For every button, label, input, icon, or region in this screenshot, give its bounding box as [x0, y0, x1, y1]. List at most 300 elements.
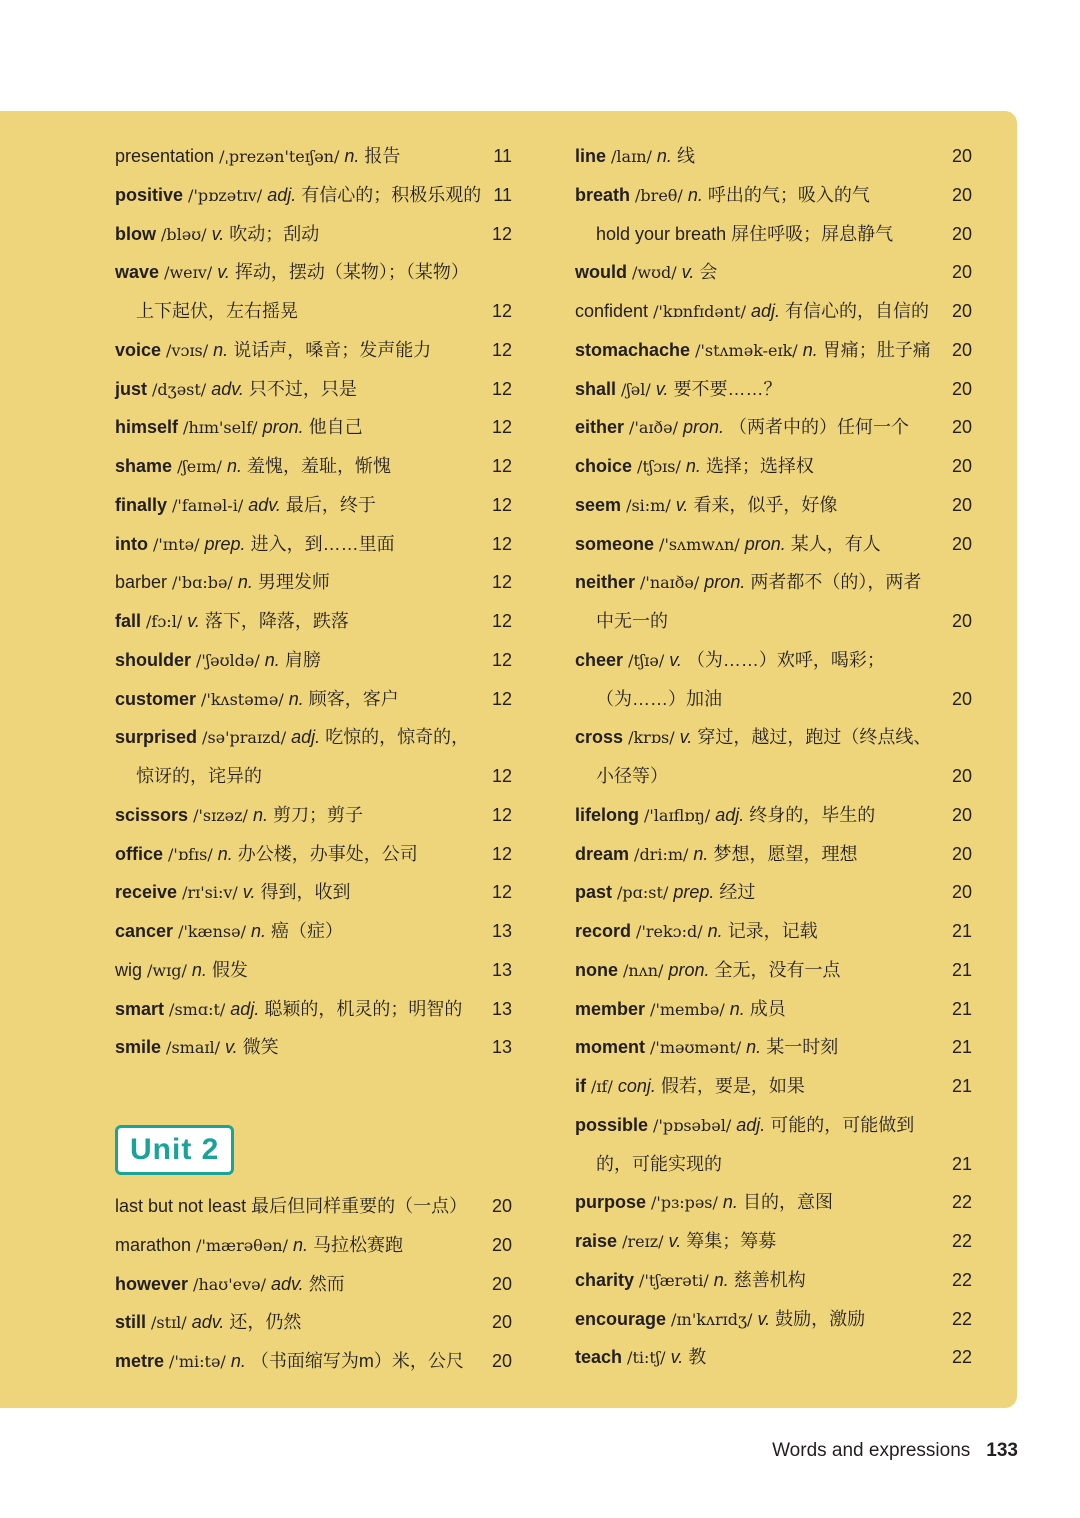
entry-text — [575, 1300, 865, 1340]
phonetic: /pɑ:st/ — [617, 883, 669, 903]
part-of-speech: pron. — [668, 959, 710, 980]
meaning: 屏住呼吸；屏息静气 — [731, 223, 894, 244]
phonetic: /'sʌmwʌn/ — [659, 534, 740, 554]
phonetic: /stɪl/ — [151, 1313, 187, 1333]
phonetic: /nʌn/ — [623, 960, 664, 980]
meaning: 经过 — [719, 882, 756, 903]
vocab-entry — [115, 137, 515, 176]
meaning: 成员 — [749, 998, 786, 1019]
page-ref: 20 — [951, 456, 972, 476]
part-of-speech: v. — [187, 611, 200, 631]
vocab-entry — [115, 602, 515, 641]
part-of-speech: n. — [707, 921, 723, 941]
entry-text — [115, 718, 469, 758]
phonetic: /laɪn/ — [611, 147, 652, 166]
meaning: 选择；选择权 — [705, 456, 814, 476]
meaning: 进入，到……里面 — [250, 533, 395, 554]
meaning: 终身的，毕生的 — [749, 804, 876, 825]
phonetic: /'mærəθən/ — [196, 1235, 288, 1255]
vocab-entry — [115, 1342, 515, 1381]
page-ref: 21 — [951, 998, 972, 1019]
headword: raise — [575, 1231, 618, 1251]
headword: encourage — [575, 1308, 667, 1329]
page-ref: 20 — [951, 146, 972, 166]
page-ref: 22 — [951, 1269, 972, 1290]
vocab-entry — [115, 951, 515, 990]
headword: finally — [115, 494, 168, 515]
vocab-entry — [115, 563, 515, 602]
page-ref: 20 — [491, 1312, 512, 1333]
vocab-entry — [575, 486, 975, 525]
page-ref: 20 — [491, 1351, 512, 1371]
unit2-word-list — [115, 1187, 515, 1381]
part-of-speech: n. — [746, 1037, 762, 1058]
phonetic: /smɑ:t/ — [169, 999, 226, 1019]
phonetic: /'kʌstəmə/ — [201, 689, 284, 709]
page-number: 133 — [986, 1440, 1018, 1461]
phonetic: /'ɪntə/ — [153, 534, 200, 554]
headword: presentation — [115, 146, 215, 166]
meaning: 然而 — [308, 1273, 345, 1294]
entry-text — [575, 951, 841, 991]
meaning: 两者都不（的），两者 — [750, 572, 922, 593]
meaning: 男理发师 — [257, 572, 330, 593]
headword: barber — [115, 572, 168, 593]
vocab-entry — [575, 253, 975, 292]
headword: into — [115, 533, 148, 554]
vocab-entry — [575, 370, 975, 409]
page-ref: 22 — [951, 1347, 972, 1368]
phonetic: /rɪ'si:v/ — [182, 883, 238, 903]
vocab-entry — [575, 1300, 975, 1339]
page-ref: 13 — [491, 1037, 512, 1058]
phonetic: /'sɪzəz/ — [193, 805, 248, 825]
page-ref: 12 — [491, 494, 512, 515]
meaning: 某一时刻 — [766, 1037, 839, 1058]
entry-text — [575, 331, 931, 371]
headword: choice — [575, 456, 633, 476]
headword: positive — [115, 184, 184, 205]
page-ref: 12 — [491, 843, 512, 864]
entry-text — [575, 408, 909, 448]
phonetic: /'naɪðə/ — [640, 573, 700, 593]
headword: however — [115, 1273, 189, 1294]
headword: either — [575, 417, 625, 438]
meaning: 癌（症） — [271, 921, 344, 941]
meaning: 看来，似乎，好像 — [693, 494, 838, 515]
meaning: 线 — [676, 146, 695, 166]
vocab-entry — [115, 1226, 515, 1265]
vocab-entry — [575, 1067, 975, 1106]
part-of-speech: prep. — [204, 533, 246, 554]
page-ref: 20 — [951, 611, 972, 631]
headword: cheer — [575, 649, 624, 670]
part-of-speech: pron. — [262, 417, 304, 438]
vocab-entry — [575, 1106, 975, 1145]
meaning: 吃惊的，惊奇的， — [325, 727, 470, 748]
page-ref: 20 — [951, 417, 972, 438]
vocab-entry — [575, 873, 975, 912]
entry-text — [575, 835, 857, 875]
entry-text — [575, 447, 814, 487]
entry-text — [115, 873, 350, 913]
page-ref: 12 — [491, 688, 512, 709]
meaning: 会 — [699, 262, 718, 283]
part-of-speech: pron. — [744, 533, 786, 554]
meaning: 要不要……？ — [673, 378, 782, 399]
part-of-speech: v. — [655, 378, 669, 399]
vocab-entry — [115, 447, 515, 486]
meaning: 挥动，摆动（某物）；（某物） — [234, 262, 469, 283]
entry-text — [115, 525, 395, 565]
entry-text — [115, 835, 418, 875]
meaning: 筹集；筹募 — [686, 1231, 777, 1251]
phonetic: /'pɜ:pəs/ — [651, 1193, 718, 1213]
vocab-entry — [115, 990, 515, 1029]
headword: smile — [115, 1037, 162, 1058]
vocab-entry — [115, 912, 515, 951]
part-of-speech: n. — [729, 998, 745, 1019]
page-ref: 20 — [491, 1196, 512, 1216]
part-of-speech: v. — [242, 882, 256, 903]
page-ref: 21 — [951, 1153, 972, 1174]
part-of-speech: adj. — [715, 804, 745, 825]
part-of-speech: n. — [293, 1234, 309, 1255]
phonetic: /dri:m/ — [634, 844, 689, 864]
part-of-speech: adv. — [270, 1273, 304, 1294]
part-of-speech: n. — [802, 339, 818, 360]
part-of-speech: adj. — [291, 727, 321, 748]
vocab-entry — [575, 1028, 975, 1067]
entry-text — [575, 1183, 833, 1223]
entry-text — [575, 1106, 914, 1146]
entry-text — [575, 1261, 806, 1301]
vocab-entry — [575, 292, 975, 331]
page-ref: 20 — [951, 223, 972, 244]
meaning: 还，仍然 — [229, 1312, 302, 1333]
page-ref: 20 — [951, 533, 972, 554]
part-of-speech: prep. — [673, 882, 715, 903]
page-ref: 20 — [951, 766, 972, 786]
meaning: 报告 — [364, 146, 401, 166]
entry-text — [575, 1222, 776, 1262]
meaning: 他自己 — [308, 417, 363, 438]
meaning: 全无，没有一点 — [714, 959, 841, 980]
phonetic: /'faɪnəl-i/ — [172, 495, 244, 515]
entry-text — [575, 1067, 805, 1107]
entry-text — [596, 602, 668, 641]
meaning: 有信心的；积极乐观的 — [301, 184, 482, 205]
meaning: 肩膀 — [284, 649, 321, 670]
headword: line — [575, 146, 607, 166]
phonetic: /'pɒsəbəl/ — [653, 1115, 732, 1135]
phonetic: /'stʌmək-eɪk/ — [695, 340, 798, 360]
part-of-speech: pron. — [683, 417, 725, 438]
entry-text — [596, 215, 893, 254]
page-ref: 12 — [491, 417, 512, 438]
meaning: 中无一的 — [596, 611, 668, 631]
page-ref: 13 — [491, 959, 512, 980]
entry-text — [115, 486, 376, 526]
vocab-entry — [575, 408, 975, 447]
page-ref: 12 — [491, 456, 512, 476]
headword: voice — [115, 339, 162, 360]
page-ref: 20 — [951, 301, 972, 321]
section-label: Words and expressions — [772, 1440, 971, 1461]
meaning: 羞愧，羞耻，惭愧 — [247, 456, 391, 476]
headword: stomachache — [575, 339, 691, 360]
entry-text — [136, 757, 262, 796]
meaning: 剪刀；剪子 — [272, 804, 363, 825]
headword: lifelong — [575, 804, 639, 825]
vocab-entry — [115, 718, 515, 757]
headword: just — [115, 378, 148, 399]
part-of-speech: n. — [713, 1269, 729, 1290]
phonetic: /bləʊ/ — [161, 224, 207, 244]
headword: last but not least — [115, 1196, 247, 1216]
headword: still — [115, 1312, 147, 1333]
entry-text — [596, 680, 722, 719]
vocab-entry — [115, 757, 515, 796]
headword: if — [575, 1076, 586, 1096]
meaning: 穿过，越过，跑过（终点线、 — [697, 727, 932, 748]
part-of-speech: v. — [217, 262, 230, 283]
headword: purpose — [575, 1192, 647, 1213]
headword: office — [115, 843, 164, 864]
page-ref: 20 — [951, 262, 972, 283]
headword: seem — [575, 494, 622, 515]
headword: metre — [115, 1351, 165, 1371]
phonetic: /weɪv/ — [164, 263, 213, 283]
meaning: 办公楼，办事处，公司 — [237, 843, 418, 864]
part-of-speech: n. — [687, 184, 703, 205]
phonetic: /wɪg/ — [147, 960, 187, 980]
vocab-entry — [575, 563, 975, 602]
page-ref: 12 — [491, 804, 512, 825]
page-ref: 20 — [951, 804, 972, 825]
entry-text — [115, 331, 431, 371]
page-ref: 21 — [951, 1037, 972, 1058]
headword: shame — [115, 456, 173, 476]
meaning: （为……）欢呼，喝彩； — [686, 649, 885, 670]
part-of-speech: n. — [217, 843, 233, 864]
page-ref: 12 — [491, 882, 512, 903]
page-ref: 11 — [493, 146, 512, 166]
meaning: 目的，意图 — [742, 1192, 833, 1213]
entry-text — [115, 1226, 403, 1266]
page-ref: 20 — [951, 339, 972, 360]
page-ref: 20 — [951, 843, 972, 864]
vocab-entry — [115, 176, 515, 215]
headword: past — [575, 882, 613, 903]
phonetic: /ʃəl/ — [621, 379, 651, 399]
vocab-entry — [115, 1265, 515, 1304]
vocab-entry — [575, 1222, 975, 1261]
part-of-speech: n. — [230, 1351, 246, 1371]
page-ref: 12 — [491, 378, 512, 399]
entry-text — [575, 253, 717, 293]
phonetic: /ʃeɪm/ — [177, 457, 222, 476]
headword: surprised — [115, 727, 198, 748]
meaning: （为……）加油 — [596, 688, 722, 709]
entry-text — [115, 408, 363, 448]
meaning: 记录，记载 — [727, 921, 818, 941]
phonetic: /haʊ'evə/ — [193, 1274, 266, 1294]
meaning: 说话声，嗓音；发声能力 — [233, 339, 432, 360]
entry-text — [136, 292, 298, 331]
phonetic: /tʃɪə/ — [628, 650, 665, 670]
meaning: 落下，降落，跌落 — [204, 611, 349, 631]
entry-text — [115, 680, 399, 720]
vocab-entry — [115, 796, 515, 835]
unit-title-badge: Unit 2 — [115, 1125, 234, 1175]
headword: cancer — [115, 921, 174, 941]
right-column — [575, 137, 975, 1377]
vocab-entry — [575, 680, 975, 719]
headword: shoulder — [115, 649, 192, 670]
meaning: 慈善机构 — [733, 1269, 806, 1290]
meaning: （书面缩写为m）米，公尺 — [250, 1351, 464, 1371]
phonetic: /'məʊmənt/ — [650, 1038, 742, 1058]
vocab-entry — [575, 1338, 975, 1377]
meaning: 只不过，只是 — [248, 378, 357, 399]
headword: marathon — [115, 1234, 192, 1255]
part-of-speech: n. — [213, 339, 229, 360]
page-ref: 20 — [951, 882, 972, 903]
phonetic: /ti:tʃ/ — [627, 1348, 666, 1368]
vocab-entry — [575, 1145, 975, 1184]
phonetic: /'laɪflɒŋ/ — [644, 805, 711, 825]
part-of-speech: adj. — [751, 301, 781, 321]
phonetic: /'ɒfɪs/ — [168, 844, 213, 864]
meaning: 最后，终于 — [285, 494, 376, 515]
meaning: 上下起伏，左右摇晃 — [136, 301, 298, 321]
entry-text — [596, 757, 668, 796]
entry-text — [115, 137, 400, 177]
page-ref: 12 — [491, 611, 512, 631]
phonetic: /wʊd/ — [632, 263, 677, 283]
entry-text — [115, 1303, 301, 1343]
page-ref: 22 — [951, 1192, 972, 1213]
entry-text — [115, 176, 481, 216]
meaning: 可能的，可能做到 — [770, 1114, 915, 1135]
vocab-entry — [575, 641, 975, 680]
meaning: 有信心的，自信的 — [785, 301, 930, 321]
entry-text — [115, 1342, 464, 1382]
headword: would — [575, 262, 627, 283]
meaning: 得到，收到 — [260, 882, 351, 903]
entry-text — [575, 796, 875, 836]
vocab-entry — [575, 951, 975, 990]
vocab-entry — [575, 718, 975, 757]
headword: himself — [115, 417, 179, 438]
entry-text — [115, 447, 391, 487]
entry-text — [115, 1187, 467, 1226]
headword: wave — [115, 262, 160, 283]
part-of-speech: n. — [226, 456, 242, 476]
meaning: 小径等） — [596, 766, 668, 786]
entry-text — [115, 602, 349, 642]
phonetic: /'kænsə/ — [178, 922, 246, 941]
left-column — [115, 137, 515, 1381]
headword: member — [575, 998, 646, 1019]
page-ref: 12 — [491, 533, 512, 554]
meaning: 聪颖的，机灵的；明智的 — [264, 998, 463, 1019]
vocab-entry — [575, 1261, 975, 1300]
entry-text — [115, 563, 330, 603]
part-of-speech: adj. — [230, 998, 260, 1019]
headword: cross — [575, 727, 624, 748]
headword: shall — [575, 378, 617, 399]
headword: confident — [575, 301, 649, 321]
entry-text — [575, 1028, 838, 1068]
page-ref: 21 — [951, 959, 972, 980]
vocab-entry — [575, 215, 975, 254]
part-of-speech: n. — [288, 688, 304, 709]
entry-text — [115, 253, 469, 293]
vocab-entry — [575, 757, 975, 796]
headword: smart — [115, 998, 165, 1019]
page-ref: 20 — [491, 1273, 512, 1294]
part-of-speech: adj. — [736, 1114, 766, 1135]
vocab-entry — [575, 137, 975, 176]
entry-text — [575, 873, 755, 913]
vocab-entry — [115, 292, 515, 331]
vocab-entry — [115, 1303, 515, 1342]
right-word-list — [575, 137, 975, 1377]
phonetic: /fɔ:l/ — [146, 612, 183, 631]
part-of-speech: n. — [250, 921, 266, 941]
entry-text — [115, 370, 357, 410]
meaning: 教 — [688, 1347, 707, 1368]
vocab-entry — [115, 215, 515, 254]
entry-text — [575, 1338, 706, 1378]
phonetic: /dʒəst/ — [152, 379, 207, 399]
page-footer — [772, 1440, 1018, 1462]
entry-text — [115, 1265, 345, 1305]
vocab-entry — [575, 1183, 975, 1222]
entry-text — [575, 718, 931, 758]
headword: teach — [575, 1347, 623, 1368]
headword: fall — [115, 611, 142, 631]
part-of-speech: adv. — [211, 378, 244, 399]
phonetic: /krɒs/ — [628, 728, 675, 748]
meaning: 马拉松赛跑 — [313, 1234, 404, 1255]
phonetic: /ˌprezən'teɪʃən/ — [219, 147, 340, 166]
part-of-speech: v. — [225, 1037, 238, 1058]
page-ref: 12 — [491, 766, 512, 786]
page-ref: 20 — [951, 494, 972, 515]
part-of-speech: v. — [669, 649, 682, 670]
headword: scissors — [115, 804, 189, 825]
phonetic: /'membə/ — [650, 999, 725, 1019]
part-of-speech: v. — [757, 1308, 771, 1329]
phonetic: /tʃɔɪs/ — [637, 457, 681, 476]
entry-text — [575, 176, 870, 216]
vocab-entry — [115, 525, 515, 564]
phonetic: /ɪn'kʌrɪdʒ/ — [671, 1309, 753, 1329]
entry-text — [575, 641, 885, 681]
vocab-entry — [575, 331, 975, 370]
vocab-entry — [115, 370, 515, 409]
page-ref: 12 — [491, 339, 512, 360]
entry-text — [575, 525, 881, 565]
meaning: 微笑 — [242, 1037, 279, 1058]
headword: someone — [575, 533, 655, 554]
headword: customer — [115, 688, 197, 709]
part-of-speech: n. — [252, 804, 268, 825]
vocab-entry — [575, 990, 975, 1029]
